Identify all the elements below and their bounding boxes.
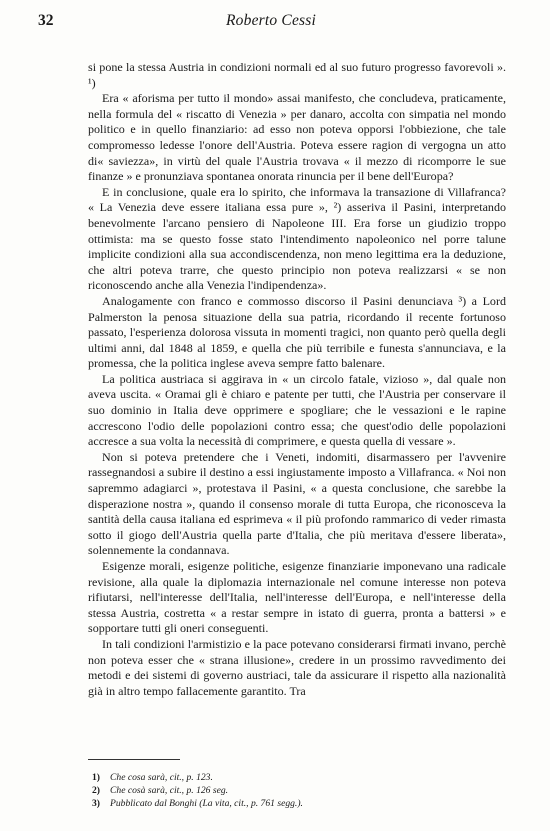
footnote-number: 1) (92, 772, 100, 783)
footnote-text: Che cosà sarà, cit., p. 126 seg. (110, 785, 229, 796)
paragraph: La politica austriaca si aggirava in « un circolo fatale, vizioso », dal quale non aveva uscita. « Oramai gli è chiaro e patente per tutti, che l'Austria per conservare il suo dominio in Italia deve opprimere e spogliare; che le vessazioni e le rapine accrescono l'odio delle popolazioni contro essa; che quest'odio delle popolazioni accresce a sua volta la necessità di comprimere, e questa quella di vessare ». (88, 371, 506, 449)
paragraph: Analogamente con franco e commosso discorso il Pasini denunciava ³) a Lord Palmerston la penosa situazione della sua patria, ricordando il recente fortunoso passato, l'esperienza dolorosa vissuta in momenti tragici, non quanto però quella degli ultimi anni, dal 1848 al 1859, e quella che più terribile e funesta s'annunciava, e la promessa, che la politica inglese aveva sempre fatto balenare. (88, 293, 506, 371)
body-text (88, 60, 506, 699)
paragraph: Era « aforisma per tutto il mondo» assai manifesto, che concludeva, praticamente, nella formula del « riscatto di Venezia » per danaro, accolta con simpatia nel mondo politico e in quello finanziario: ad esso non poteva opporsi l'obbiezione, che tale compromesso ledesse l'onore dell'Austria. Poteva essere ragion di vergogna un atto di« saviezza», in virtù del quale l'Austria trovava « il mezzo di ricomporre le sue finanze » e pronunziava spontanea onorata rinuncia per il bene dell'Europa? (88, 91, 506, 184)
paragraph: Non si poteva pretendere che i Veneti, indomiti, disarmassero per l'avvenire rassegnandosi a subire il destino a essi ingiustamente imposto a Villafranca. « Noi non sapremmo adagiarci », protestava il Pasini, « a questa conclusione, che sarebbe la disperazione nostra », quando il consenso morale di tutta Europa, che riconosceva la santità della causa italiana ed esprimeva « il più profondo rammarico di veder rimasta sotto il giogo dell'Austria quella parte d'Italia, che più meritava d'essere liberata», solennemente la condannava. (88, 449, 506, 558)
page-header (38, 12, 504, 36)
footnotes (88, 771, 508, 810)
footnote-text: Pubblicato dal Bonghi (La vita, cit., p. 761 segg.). (110, 798, 303, 809)
footnote-number: 3) (92, 798, 100, 809)
footnote (88, 771, 508, 784)
footnote-separator (88, 759, 180, 760)
footnote-number: 2) (92, 785, 100, 796)
page-number: 32 (38, 12, 54, 29)
footnote (88, 797, 508, 810)
paragraph: si pone la stessa Austria in condizioni normali ed al suo futuro progresso favorevoli ». ¹) (88, 60, 506, 90)
paragraph: Esigenze morali, esigenze politiche, esigenze finanziarie imponevano una radicale revisione, alla quale la diplomazia internazionale nel comune interesse non poteva rifiutarsi, nell'interesse dell'Italia, nell'interesse dell'Europa, e nell'interesse della stessa Austria, costretta « a restar sempre in istato di guerra, pronta a battersi » e sopportare tutti gli oneri conseguenti. (88, 559, 506, 636)
paragraph: E in conclusione, quale era lo spirito, che informava la transazione di Villafranca? « La Venezia deve essere italiana essa pure », ²) asseriva il Pasini, interpretando benevolmente l'arcano pensiero di Napoleone III. Era forse un giudizio troppo ottimista: ma se questo fosse stato l'intendimento napoleonico nel porre talune implicite condizioni alla sua accondiscendenza, non meno legittima era la deduzione, che altri poteva trarre, che questo principio non poteva realizzarsi « se non riconoscendo anche alla Venezia l'indipendenza». (88, 184, 506, 293)
footnote-text: Che cosa sarà, cit., p. 123. (110, 772, 213, 783)
footnote (88, 784, 508, 797)
running-head: Roberto Cessi (226, 12, 316, 29)
paragraph: In tali condizioni l'armistizio e la pace potevano considerarsi firmati invano, perchè non poteva esser che « strana illusione», credere in un prossimo ravvedimento dei metodi e dei sistemi di governo austriaci, tale da assicurare il rispetto alla nazionalità già in altro tempo fallacemente garantito. Tra (88, 636, 506, 698)
